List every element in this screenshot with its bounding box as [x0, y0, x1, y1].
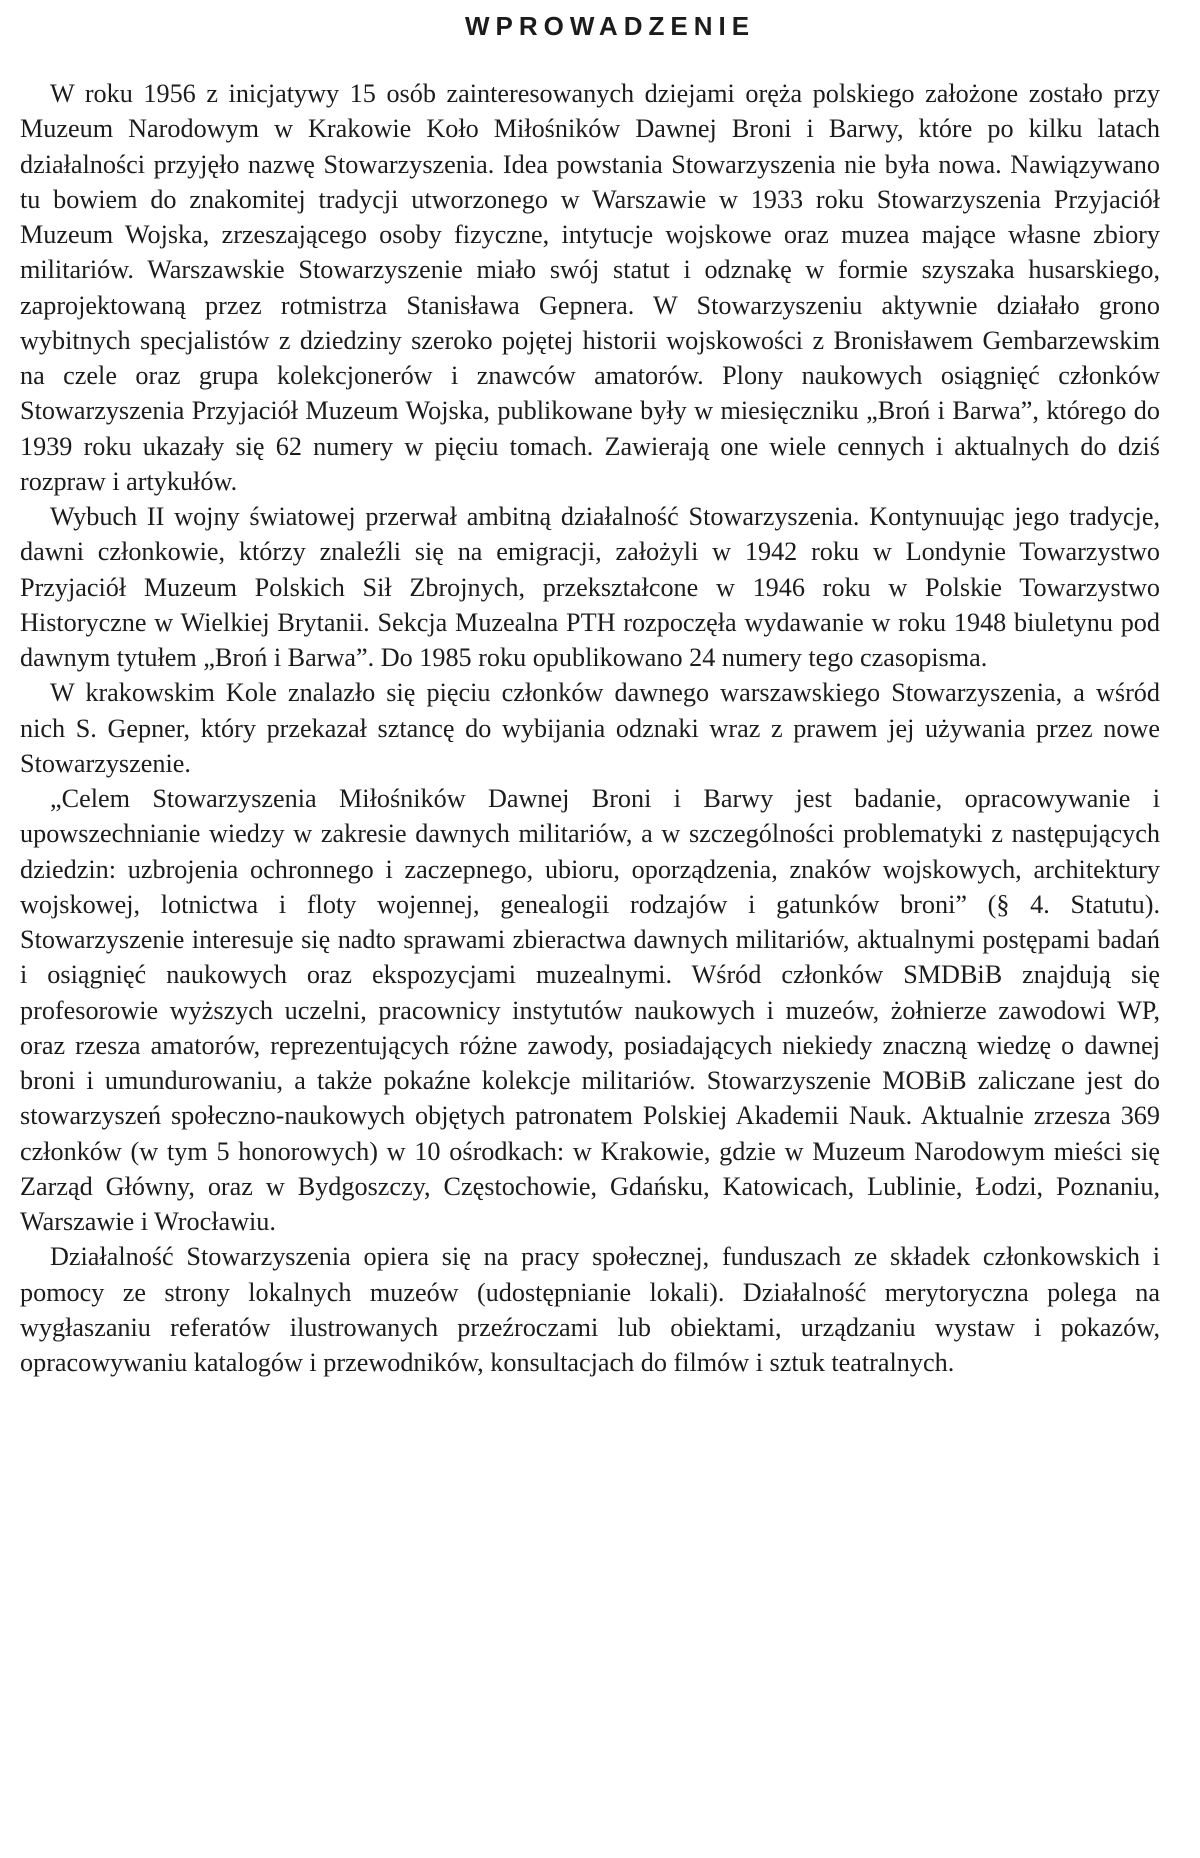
- page-title: WPROWADZENIE: [464, 11, 756, 41]
- paragraph-war-emigration: Wybuch II wojny światowej przerwał ambitną działalność Stowarzyszenia. Kontynuując jego tradycje, dawni członkowie, którzy znaleźli się na emigracji, założyli w 1942 roku w Londynie Towarzystwo Przyjaciół Muzeum Polskich Sił Zbrojnych, przekształcone w 1946 roku w Polskie Towarzystwo Historyczne w Wielkiej Brytanii. Sekcja Muzealna PTH rozpoczęła wydawanie w roku 1948 biuletynu pod dawnym tytułem „Broń i Barwa”. Do 1985 roku opublikowano 24 numery tego czasopisma.: [20, 502, 1160, 672]
- paragraph-history-origins: W roku 1956 z inicjatywy 15 osób zainteresowanych dziejami oręża polskiego założone zostało przy Muzeum Narodowym w Krakowie Koło Miłośników Dawnej Broni i Barwy, które po kilku latach działalności przyjęło nazwę Stowarzyszenia. Idea powstania Stowarzyszenia nie była nowa. Nawiązywano tu bowiem do znakomitej tradycji utworzonego w Warszawie w 1933 roku Stowarzyszenia Przyjaciół Muzeum Wojska, zrzeszającego osoby fizyczne, intytucje wojskowe oraz muzea mające własne zbiory militariów. Warszawskie Stowarzyszenie miało swój statut i odznakę w formie szyszaka husarskiego, zaprojektowaną przez rotmistrza Stanisława Gepnera. W Stowarzyszeniu aktywnie działało grono wybitnych specjalistów z dziedziny szeroko pojętej historii wojskowości z Bronisławem Gembarzewskim na czele oraz grupa kolekcjonerów i znawców amatorów. Plony naukowych osiągnięć członków Stowarzyszenia Przyjaciół Muzeum Wojska, publikowane były w miesięczniku „Broń i Barwa”, którego do 1939 roku ukazały się 62 numery w pięciu tomach. Zawierają one wiele cennych i aktualnych do dziś rozpraw i artykułów.: [20, 79, 1160, 496]
- paragraph-statute-goals: „Celem Stowarzyszenia Miłośników Dawnej Broni i Barwy jest badanie, opracowywanie i upowszechnianie wiedzy w zakresie dawnych militariów, a w szczególności problematyki z następujących dziedzin: uzbrojenia ochronnego i zaczepnego, ubioru, oporządzenia, znaków wojskowych, architektury wojskowej, lotnictwa i floty wojennej, genealogii rodzajów i gatunków broni” (§ 4. Statutu). Stowarzyszenie interesuje się nadto sprawami zbieractwa dawnych militariów, aktualnymi postępami badań i osiągnięć naukowych oraz ekspozycjami muzealnymi. Wśród członków SMDBiB znajdują się profesorowie wyższych uczelni, pracownicy instytutów naukowych i muzeów, żołnierze zawodowi WP, oraz rzesza amatorów, reprezentujących różne zawody, posiadających niekiedy znaczną wiedzę o dawnej broni i umundurowaniu, a także pokaźne kolekcje militariów. Stowarzyszenie MOBiB zaliczane jest do stowarzyszeń społeczno-naukowych objętych patronatem Polskiej Akademii Nauk. Aktualnie zrzesza 369 członków (w tym 5 honorowych) w 10 ośrodkach: w Krakowie, gdzie w Muzeum Narodowym mieści się Zarząd Główny, oraz w Bydgoszczy, Częstochowie, Gdańsku, Katowicach, Lublinie, Łodzi, Poznaniu, Warszawie i Wrocławiu.: [20, 784, 1160, 1236]
- paragraph-activities: Działalność Stowarzyszenia opiera się na pracy społecznej, funduszach ze składek członkowskich i pomocy ze strony lokalnych muzeów (udostępnianie lokali). Działalność merytoryczna polega na wygłaszaniu referatów ilustrowanych przeźroczami lub obiektami, urządzaniu wystaw i pokazów, opracowywaniu katalogów i przewodników, konsultacjach do filmów i sztuk teatralnych.: [20, 1242, 1160, 1377]
- paragraph-krakow-circle: W krakowskim Kole znalazło się pięciu członków dawnego warszawskiego Stowarzyszenia, a wśród nich S. Gepner, który przekazał sztancę do wybijania odznaki wraz z prawem jej używania przez nowe Stowarzyszenie.: [20, 678, 1160, 778]
